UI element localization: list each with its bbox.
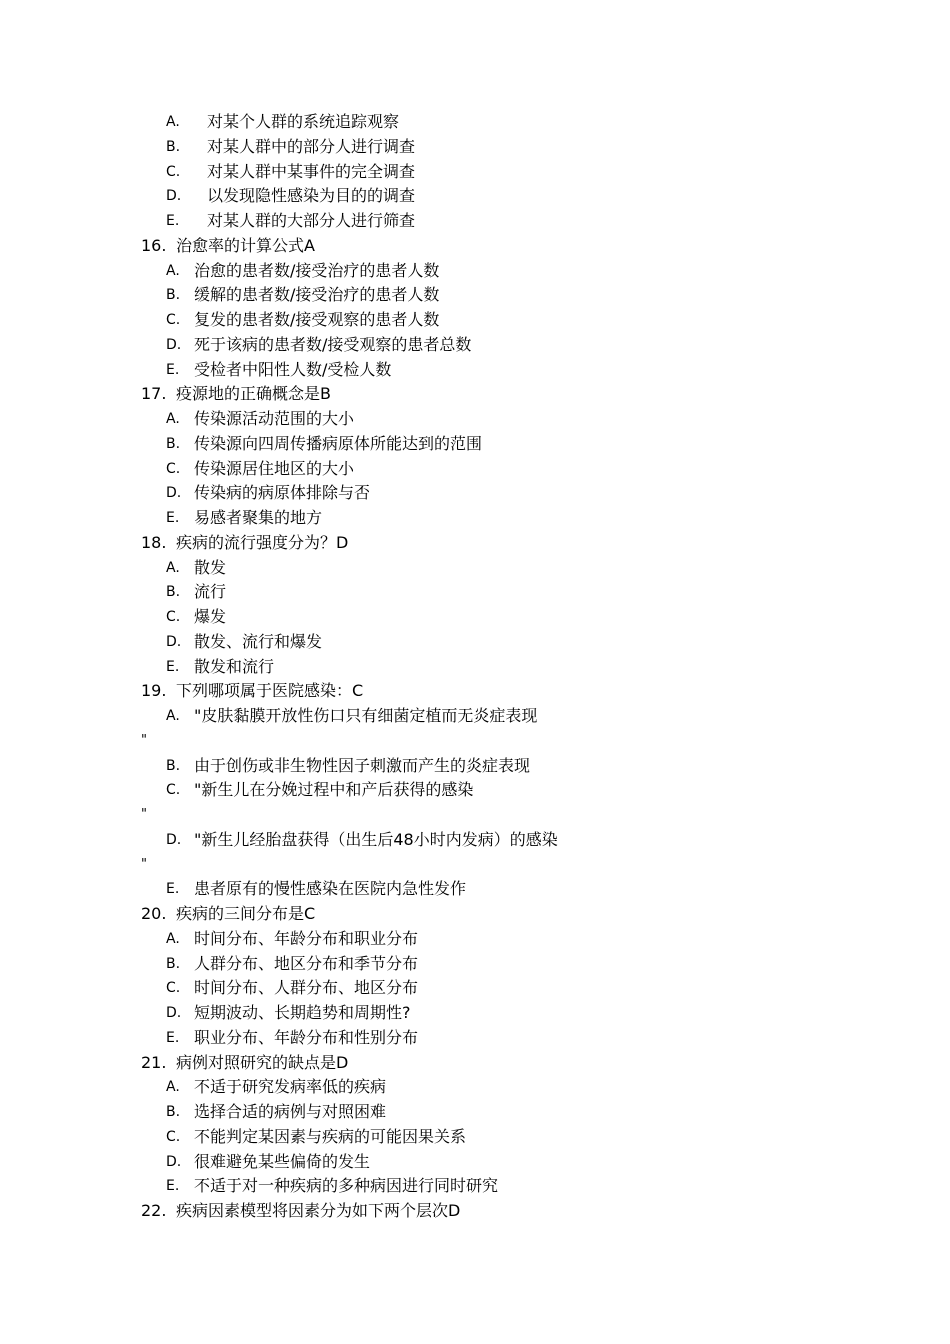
option-letter: C. — [166, 460, 181, 477]
option-line — [0, 432, 950, 457]
option-line — [0, 135, 950, 160]
question-text: 病例对照研究的缺点是D — [176, 1052, 349, 1072]
option-letter: A. — [166, 1079, 180, 1096]
option-line — [0, 877, 950, 902]
continuation-text: " — [141, 856, 147, 872]
option-text: 患者原有的慢性感染在医院内急性发作 — [194, 879, 467, 899]
option-letter: B. — [166, 287, 181, 304]
option-text: 不适于对一种疾病的多种病因进行同时研究 — [194, 1176, 499, 1196]
question-line — [0, 679, 950, 704]
option-line — [0, 952, 950, 977]
option-line — [0, 655, 950, 680]
option-line — [0, 556, 950, 581]
question-line — [0, 1051, 950, 1076]
option-line — [0, 1174, 950, 1199]
option-line — [0, 358, 950, 383]
continuation-line — [0, 853, 950, 878]
option-line — [0, 457, 950, 482]
continuation-line — [0, 729, 950, 754]
option-line — [0, 1100, 950, 1125]
option-text: 传染源向四周传播病原体所能达到的范围 — [194, 433, 483, 453]
option-line — [0, 481, 950, 506]
option-letter: C. — [166, 1128, 181, 1145]
question-number: 18. — [141, 532, 167, 552]
option-line — [0, 184, 950, 209]
option-text: 散发 — [194, 557, 227, 577]
option-line — [0, 976, 950, 1001]
option-line — [0, 630, 950, 655]
option-text: 很难避免某些偏倚的发生 — [194, 1151, 371, 1171]
option-line — [0, 283, 950, 308]
option-letter: B. — [166, 955, 181, 972]
option-text: 传染病的病原体排除与否 — [194, 483, 371, 503]
option-text: 对某个人群的系统追踪观察 — [207, 112, 400, 131]
option-letter: E. — [166, 361, 180, 378]
question-text: 下列哪项属于医院感染：C — [176, 681, 364, 701]
option-line — [0, 704, 950, 729]
option-text: 死于该病的患者数/接受观察的患者总数 — [194, 334, 472, 354]
option-text: 选择合适的病例与对照困难 — [194, 1102, 387, 1121]
option-letter: D. — [166, 485, 182, 502]
option-text: 短期波动、长期趋势和周期性? — [194, 1003, 411, 1022]
option-letter: B. — [166, 435, 181, 452]
option-text: 受检者中阳性人数/受检人数 — [194, 359, 392, 379]
option-text: 不能判定某因素与疾病的可能因果关系 — [194, 1126, 467, 1146]
option-letter: D. — [166, 633, 182, 650]
option-line — [0, 1001, 950, 1026]
option-line — [0, 209, 950, 234]
question-line — [0, 234, 950, 259]
option-letter: B. — [166, 1104, 181, 1120]
question-number: 20. — [141, 904, 167, 923]
option-line — [0, 110, 950, 135]
option-text: 不适于研究发病率低的疾病 — [194, 1077, 387, 1097]
option-line — [0, 407, 950, 432]
option-letter: A. — [166, 930, 180, 947]
option-letter: C. — [166, 782, 181, 799]
option-text: 爆发 — [194, 607, 227, 626]
option-text: 职业分布、年龄分布和性别分布 — [194, 1027, 419, 1047]
option-text: 散发、流行和爆发 — [194, 631, 323, 651]
option-text: 缓解的患者数/接受治疗的患者人数 — [194, 285, 440, 305]
question-number: 22. — [141, 1201, 167, 1220]
option-text: 时间分布、人群分布、地区分布 — [194, 978, 419, 998]
option-text: 易感者聚集的地方 — [194, 508, 323, 527]
option-line — [0, 1125, 950, 1150]
option-line — [0, 308, 950, 333]
option-text: 治愈的患者数/接受治疗的患者人数 — [194, 260, 440, 280]
continuation-text: " — [141, 807, 147, 822]
option-text: 以发现隐性感染为目的的调查 — [207, 186, 416, 206]
option-text: "新生儿经胎盘获得（出生后48小时内发病）的感染 — [194, 829, 558, 849]
question-number: 21. — [141, 1052, 167, 1072]
option-line — [0, 580, 950, 605]
option-letter: A. — [166, 708, 180, 724]
option-line — [0, 506, 950, 531]
option-letter: A. — [166, 411, 180, 427]
option-line — [0, 1026, 950, 1051]
option-line — [0, 778, 950, 803]
option-letter: D. — [166, 1153, 182, 1170]
option-letter: C. — [166, 312, 181, 328]
option-letter: E. — [166, 1029, 180, 1046]
question-text: 疫源地的正确概念是B — [176, 384, 331, 404]
question-line — [0, 902, 950, 927]
option-letter: C. — [166, 163, 181, 180]
option-text: 复发的患者数/接受观察的患者人数 — [194, 310, 440, 329]
option-text: "新生儿在分娩过程中和产后获得的感染 — [194, 780, 474, 800]
option-text: 传染源居住地区的大小 — [194, 458, 355, 478]
option-text: 传染源活动范围的大小 — [194, 409, 355, 428]
option-text: 流行 — [194, 582, 227, 602]
option-line — [0, 828, 950, 853]
question-line — [0, 382, 950, 407]
option-line — [0, 259, 950, 284]
question-line — [0, 1199, 950, 1224]
option-text: 散发和流行 — [194, 656, 275, 676]
question-text: 治愈率的计算公式A — [176, 235, 315, 255]
option-letter: D. — [166, 336, 182, 353]
option-letter: E. — [166, 213, 180, 229]
document-body — [0, 110, 950, 1224]
question-number: 16. — [141, 235, 167, 255]
option-letter: A. — [166, 559, 180, 576]
question-line — [0, 531, 950, 556]
option-line — [0, 1150, 950, 1175]
continuation-text: " — [141, 732, 147, 748]
option-line — [0, 605, 950, 630]
option-letter: A. — [166, 262, 180, 279]
option-letter: D. — [166, 831, 182, 848]
option-letter: B. — [166, 138, 181, 155]
option-line — [0, 333, 950, 358]
option-line — [0, 1075, 950, 1100]
option-letter: E. — [166, 510, 180, 526]
option-text: 对某人群中某事件的完全调查 — [207, 161, 416, 181]
option-text: 对某人群中的部分人进行调查 — [207, 136, 416, 156]
option-letter: B. — [166, 584, 181, 601]
question-number: 17. — [141, 384, 167, 404]
option-letter: D. — [166, 188, 182, 205]
option-line — [0, 754, 950, 779]
question-text: 疾病的三间分布是C — [176, 904, 316, 923]
option-text: 由于创伤或非生物性因子刺激而产生的炎症表现 — [194, 755, 531, 775]
continuation-line — [0, 803, 950, 828]
option-text: 时间分布、年龄分布和职业分布 — [194, 928, 419, 948]
question-number: 19. — [141, 681, 167, 701]
option-letter: C. — [166, 609, 181, 625]
option-letter: A. — [166, 114, 180, 130]
option-letter: C. — [166, 980, 181, 997]
option-line — [0, 927, 950, 952]
option-letter: B. — [166, 757, 181, 774]
option-line — [0, 160, 950, 185]
question-text: 疾病的流行强度分为？D — [176, 532, 349, 552]
option-letter: D. — [166, 1005, 182, 1021]
option-letter: E. — [166, 881, 180, 898]
question-text: 疾病因素模型将因素分为如下两个层次D — [176, 1201, 461, 1220]
option-text: 人群分布、地区分布和季节分布 — [194, 953, 419, 973]
option-letter: E. — [166, 658, 180, 675]
option-text: 对某人群的大部分人进行筛查 — [207, 211, 416, 230]
option-letter: E. — [166, 1178, 180, 1195]
option-text: "皮肤黏膜开放性伤口只有细菌定植而无炎症表现 — [194, 706, 538, 725]
